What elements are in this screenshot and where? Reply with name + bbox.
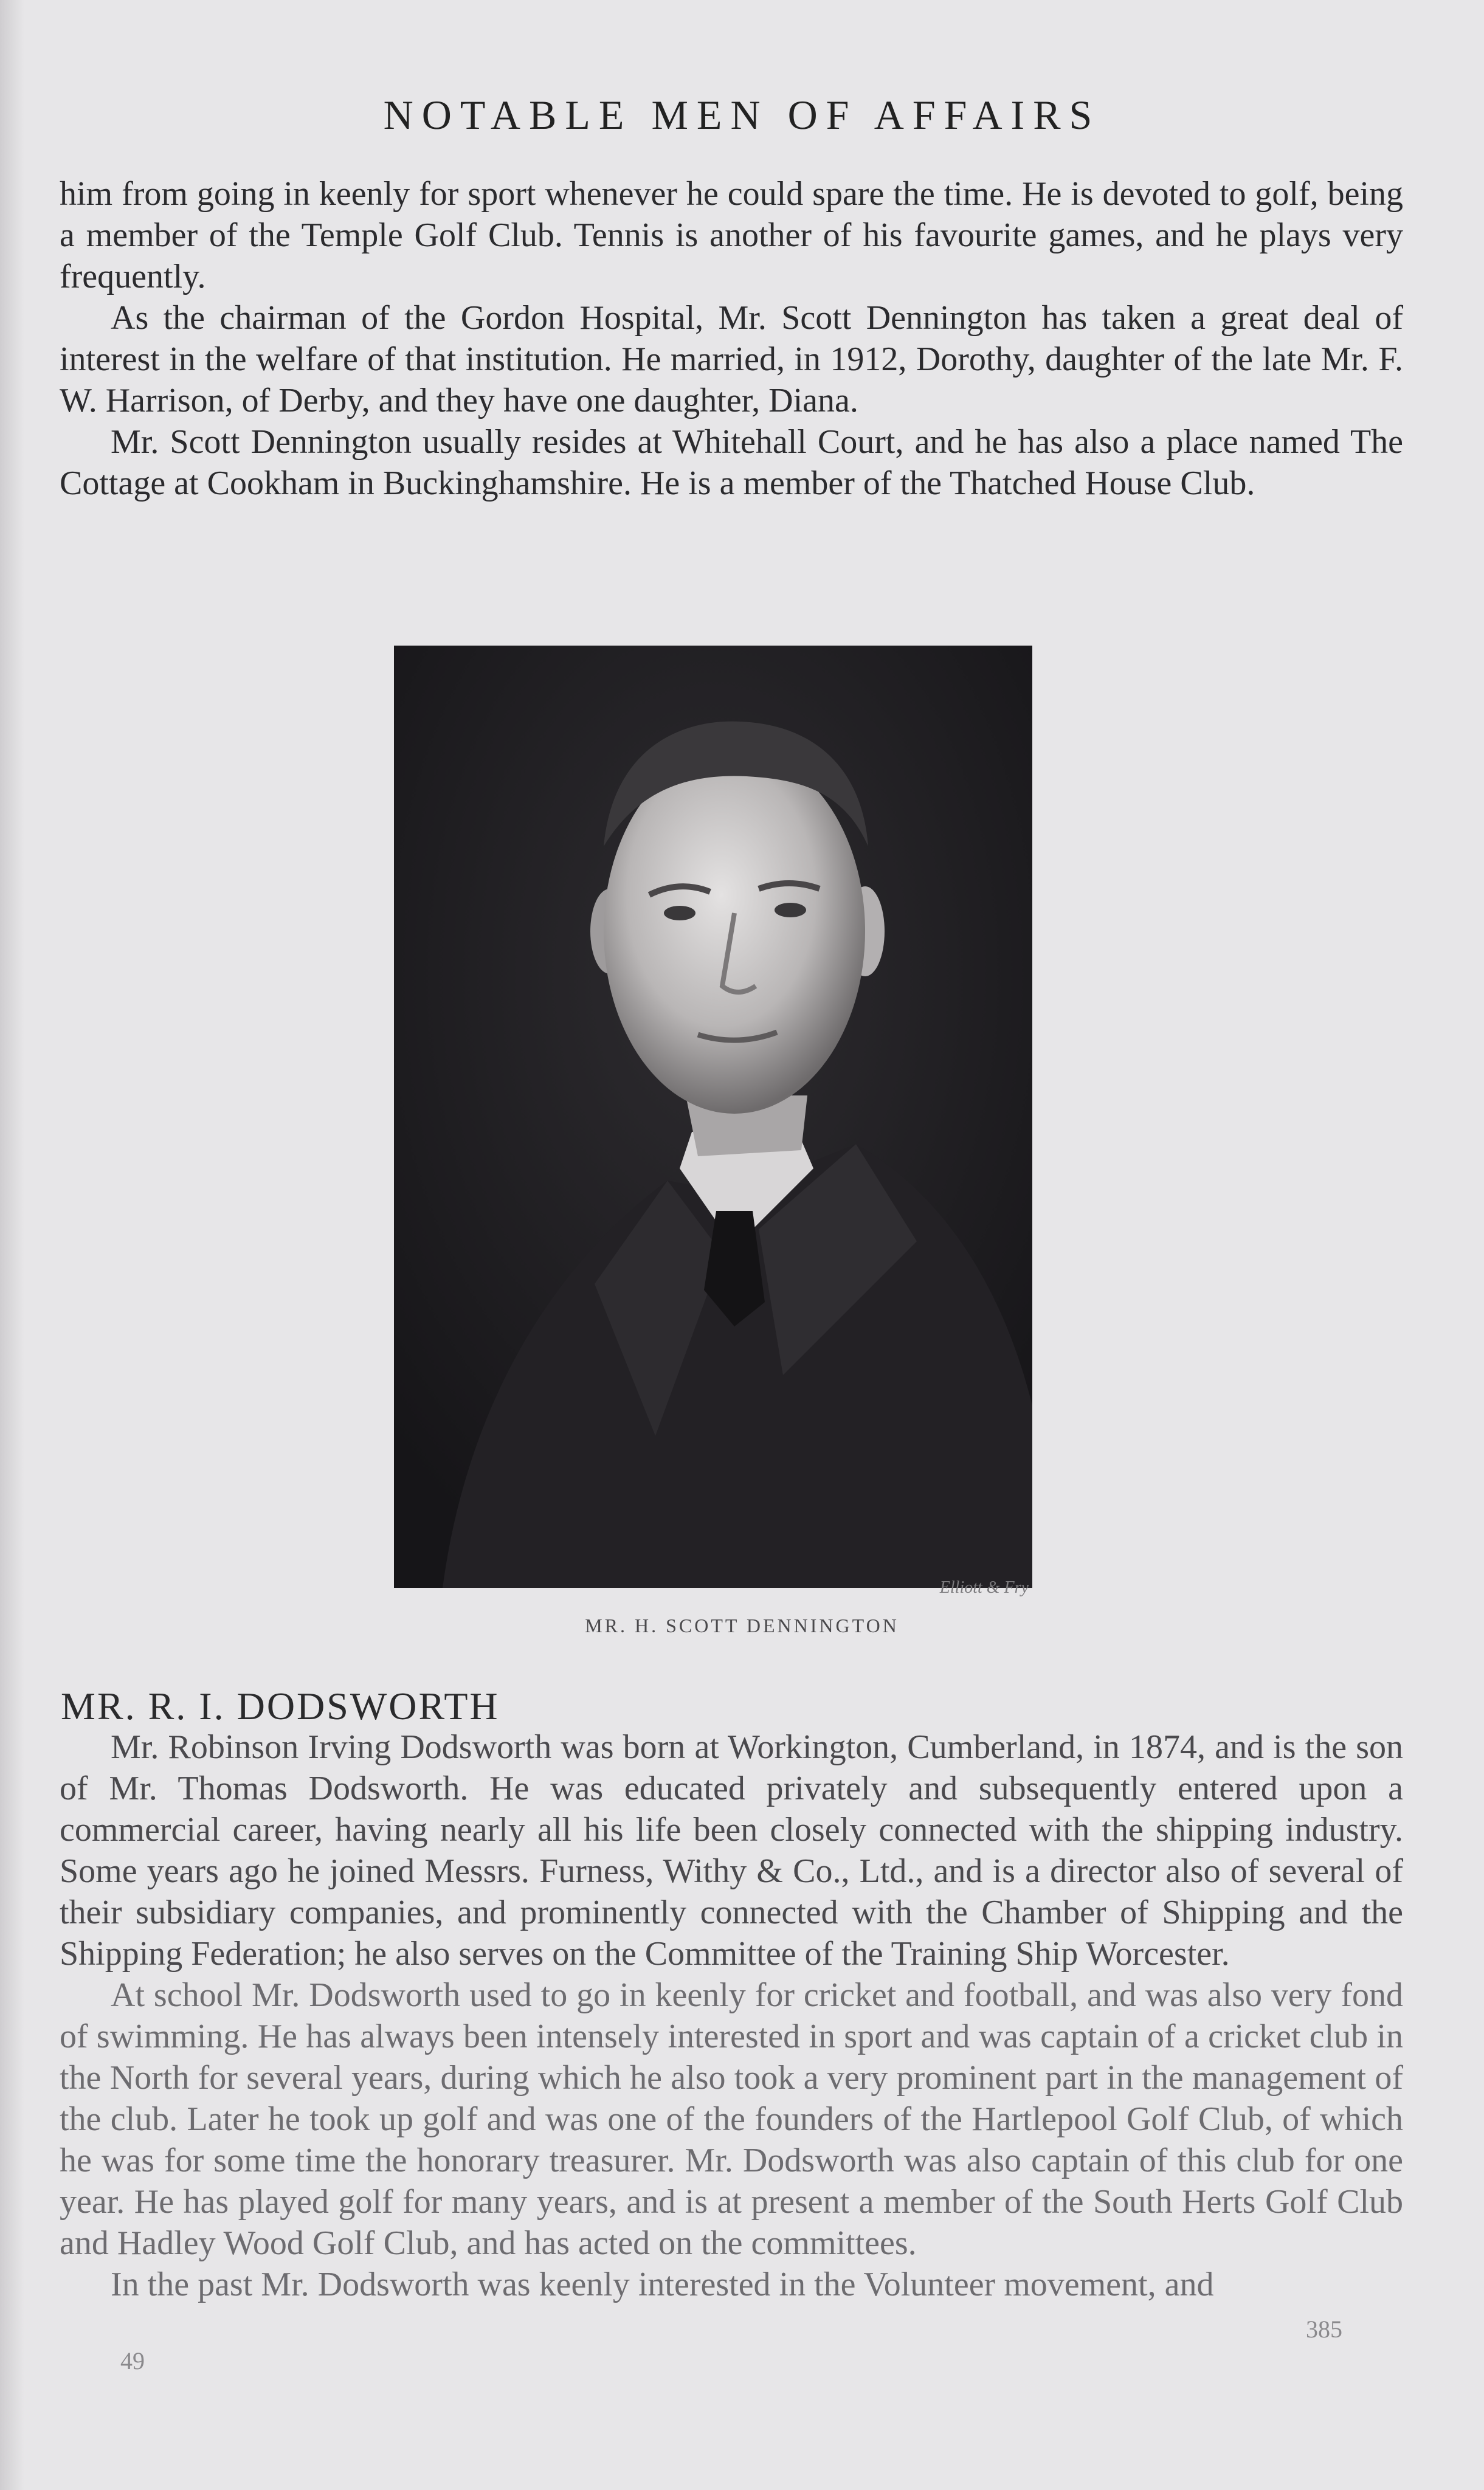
photo-caption: MR. H. SCOTT DENNINGTON — [585, 1615, 899, 1636]
running-head: NOTABLE MEN OF AFFAIRS — [383, 92, 1101, 138]
paragraph: Mr. Robinson Irving Dodsworth was born at Workington, Cumberland, in 1874, and is the son of Mr. Thomas Dodsworth. He was educated privately and subsequently entered upon a commercial career, having nearly all his life been closely connected with the shipping industry. Some years ago he joined Messrs. Furness, Withy & Co., Ltd., and is a director also of several of their subsidiary companies, and prominently connected with the Chamber of Shipping and the Shipping Federation; he also serves on the Committee of the Training Ship Worcester. — [60, 1728, 1403, 1973]
page-number: 385 — [1306, 2316, 1342, 2343]
paragraph: At school Mr. Dodsworth used to go in keenly for cricket and football, and was also very fond of swimming. He has always been intensely interested in sport and was captain of a cricket club in the North for several years, during which he also took a very prominent part in the management of the club. Later he took up golf and was one of the founders of the Hartlepool Golf Club, of which he was for some time the honorary treasurer. Mr. Dodsworth was also captain of this club for one year. He has played golf for many years, and is at present a member of the South Herts Golf Club and Hadley Wood Golf Club, and has acted on the committees. — [60, 1976, 1403, 2262]
portrait-photo — [394, 646, 1032, 1588]
photo-credit: Elliott & Fry — [939, 1578, 1029, 1597]
paragraph: As the chairman of the Gordon Hospital, Mr. Scott Dennington has taken a great deal of interest in the welfare of that institution. He married, in 1912, Dorothy, daughter of the late Mr. F. W. Harrison, of Derby, and they have one daughter, Diana. — [60, 299, 1403, 419]
top-text-block — [60, 173, 1403, 504]
paragraph: Mr. Scott Dennington usually resides at Whitehall Court, and he has also a place named The Cottage at Cookham in Buckinghamshire. He is a member of the Thatched House Club. — [60, 423, 1403, 502]
paragraph: him from going in keenly for sport whenever he could spare the time. He is devoted to golf, being a member of the Temple Golf Club. Tennis is another of his favourite games, and he plays very frequently. — [60, 175, 1403, 295]
paragraph: In the past Mr. Dodsworth was keenly interested in the Volunteer movement, and — [111, 2266, 1214, 2303]
page-edge — [0, 0, 24, 2490]
portrait-illustration — [394, 646, 1032, 1588]
bottom-text-block — [60, 1726, 1403, 2305]
section-heading: MR. R. I. DODSWORTH — [61, 1685, 500, 1728]
signature-mark: 49 — [120, 2347, 145, 2374]
